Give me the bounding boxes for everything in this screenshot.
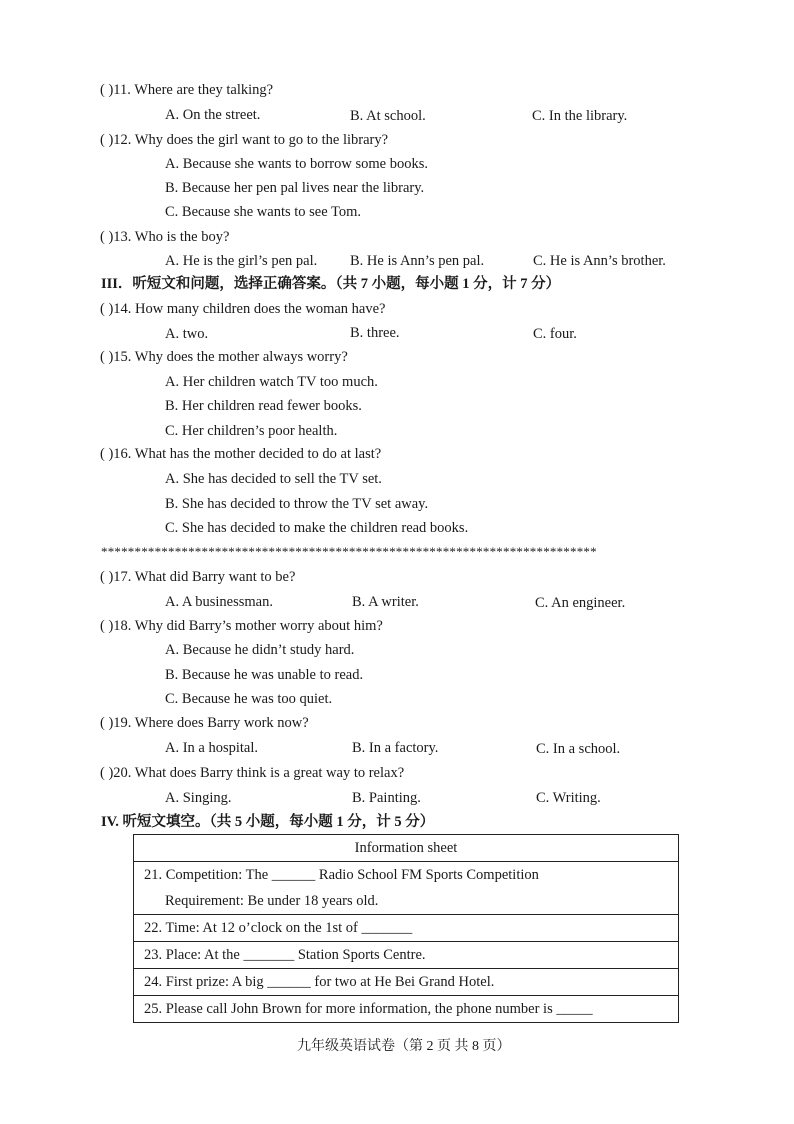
information-sheet-table <box>133 834 679 1023</box>
option-14-a: A. two. <box>165 326 209 342</box>
table-row <box>134 969 679 996</box>
question-20: ( )20. What does Barry think is a great way to relax? <box>100 765 405 781</box>
option-13-b: B. He is Ann’s pen pal. <box>350 253 485 269</box>
option-16-b: B. She has decided to throw the TV set away. <box>165 496 429 512</box>
option-14-b: B. three. <box>350 325 400 341</box>
table-cell-25: 25. Please call John Brown for more information, the phone number is _____ <box>134 996 679 1023</box>
table-cell-21: 21. Competition: The ______ Radio School FM Sports Competition <box>134 862 679 889</box>
question-14: ( )14. How many children does the woman have? <box>100 301 386 317</box>
question-16: ( )16. What has the mother decided to do at last? <box>100 446 382 462</box>
table-cell-24: 24. First prize: A big ______ for two at He Bei Grand Hotel. <box>134 969 679 996</box>
table-cell-requirement: Requirement: Be under 18 years old. <box>134 888 679 915</box>
option-12-b: B. Because her pen pal lives near the library. <box>165 180 425 196</box>
table-cell-23: 23. Place: At the _______ Station Sports Centre. <box>134 942 679 969</box>
option-16-a: A. She has decided to sell the TV set. <box>165 471 382 487</box>
option-14-c: C. four. <box>533 326 577 342</box>
section-4-heading: IV. 听短文填空。（共 5 小题，每小题 1 分，计 5 分） <box>101 814 435 830</box>
table-row <box>134 942 679 969</box>
option-16-c: C. She has decided to make the children read books. <box>165 520 469 536</box>
option-15-b: B. Her children read fewer books. <box>165 398 362 414</box>
table-row <box>134 888 679 915</box>
option-17-c: C. An engineer. <box>535 595 626 611</box>
option-17-b: B. A writer. <box>352 594 419 610</box>
option-18-b: B. Because he was unable to read. <box>165 667 364 683</box>
question-15: ( )15. Why does the mother always worry? <box>100 349 348 365</box>
option-20-c: C. Writing. <box>536 790 601 806</box>
option-11-a: A. On the street. <box>165 107 261 123</box>
option-12-c: C. Because she wants to see Tom. <box>165 204 362 220</box>
question-19: ( )19. Where does Barry work now? <box>100 715 309 731</box>
option-13-a: A. He is the girl’s pen pal. <box>165 253 318 269</box>
question-18: ( )18. Why did Barry’s mother worry about him? <box>100 618 383 634</box>
option-19-b: B. In a factory. <box>352 740 439 756</box>
option-11-c: C. In the library. <box>532 108 628 124</box>
star-divider: ************************************************************************** <box>101 544 597 559</box>
option-20-a: A. Singing. <box>165 790 232 806</box>
table-cell-22: 22. Time: At 12 o’clock on the 1st of _______ <box>134 915 679 942</box>
page-footer: 九年级英语试卷（第 2 页 共 8 页） <box>297 1039 511 1054</box>
option-18-c: C. Because he was too quiet. <box>165 691 333 707</box>
question-17: ( )17. What did Barry want to be? <box>100 569 296 585</box>
option-11-b: B. At school. <box>350 108 426 124</box>
option-15-a: A. Her children watch TV too much. <box>165 374 378 390</box>
table-row <box>134 862 679 889</box>
table-header: Information sheet <box>134 835 679 862</box>
option-19-a: A. In a hospital. <box>165 740 259 756</box>
option-17-a: A. A businessman. <box>165 594 273 610</box>
option-19-c: C. In a school. <box>536 741 621 757</box>
table-row <box>134 996 679 1023</box>
question-12: ( )12. Why does the girl want to go to the library? <box>100 132 389 148</box>
option-13-c: C. He is Ann’s brother. <box>533 253 666 269</box>
table-row <box>134 915 679 942</box>
table-row <box>134 835 679 862</box>
option-15-c: C. Her children’s poor health. <box>165 423 338 439</box>
option-20-b: B. Painting. <box>352 790 421 806</box>
section-3-heading: III．听短文和问题，选择正确答案。（共 7 小题，每小题 1 分，计 7 分） <box>101 276 561 292</box>
question-13: ( )13. Who is the boy? <box>100 229 230 245</box>
option-18-a: A. Because he didn’t study hard. <box>165 642 355 658</box>
option-12-a: A. Because she wants to borrow some books. <box>165 156 428 172</box>
question-11: ( )11. Where are they talking? <box>100 82 274 98</box>
